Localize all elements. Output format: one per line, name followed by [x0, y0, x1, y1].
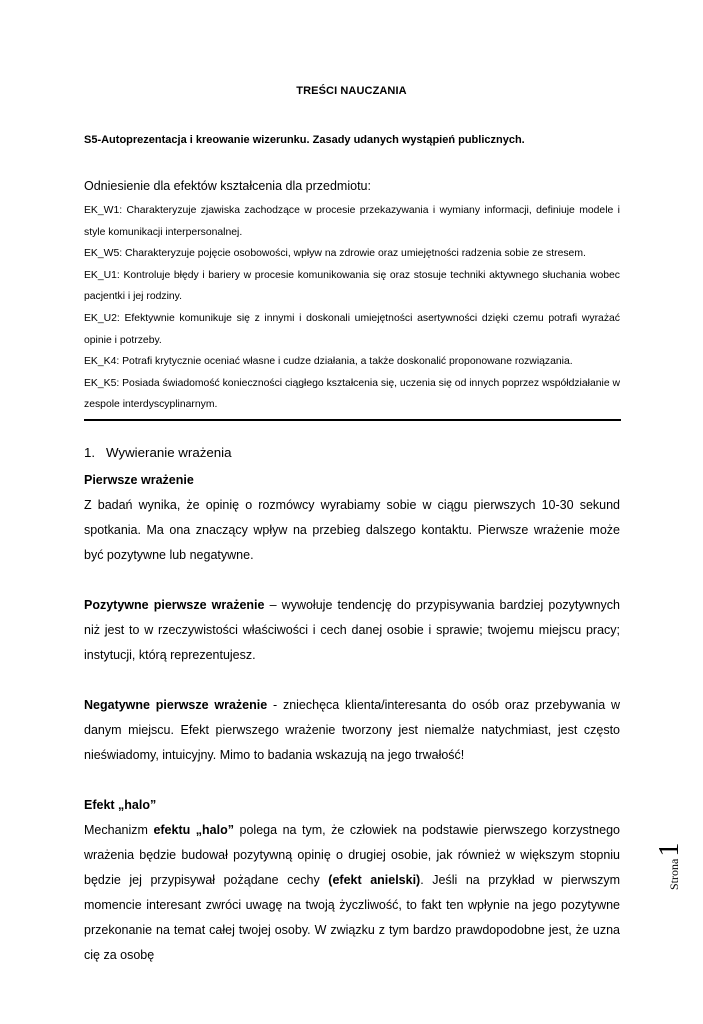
outcome-ek-u2: EK_U2: Efektywnie komunikuje się z innymi i doskonali umiejętności asertywności dzięki czemu potrafi wyrażać opinie i potrzeby.: [84, 312, 620, 346]
positive-impression-term: Pozytywne pierwsze wrażenie: [84, 598, 265, 612]
outcome-ek-u1: EK_U1: Kontroluje błędy i bariery w procesie komunikowania się oraz stosuje techniki aktywnego słuchania wobec pacjentki i jej rodziny.: [84, 269, 620, 303]
halo-effect-paragraph: [84, 818, 620, 968]
document-body: [84, 468, 620, 968]
outcome-ek-w1: EK_W1: Charakteryzuje zjawiska zachodzące w procesie przekazywania i wymiany informacji, definiuje modele i style komunikacji interpersonalnej.: [84, 205, 620, 238]
outcome-ek-k4: EK_K4: Potrafi krytycznie oceniać własne i cudze działania, a także doskonalić proponowane rozwiązania.: [84, 356, 573, 368]
outcome-ek-k5: EK_K5: Posiada świadomość konieczności ciągłego kształcenia się, uczenia się od innych poprzez współdziałanie w zespole interdyscyplinarnym.: [84, 377, 620, 411]
negative-impression-paragraph: [84, 693, 620, 768]
first-impression-heading: Pierwsze wrażenie: [84, 473, 194, 487]
section-number: 1.: [84, 445, 96, 460]
section-heading: [84, 445, 624, 460]
positive-impression-paragraph: [84, 593, 620, 668]
halo-text-2: polega na tym, że człowiek na podstawie pierwszego korzystnego wrażenia będzie budował pozytywną opinię o drugiej osobie, jak również w większym stopniu będzie jej przypisywał pożądane cechy: [84, 823, 620, 887]
halo-text-1: Mechanizm: [84, 823, 154, 837]
page-number-footer: [654, 842, 703, 890]
first-impression-paragraph: Z badań wynika, że opinię o rozmówcy wyrabiamy sobie w ciągu pierwszych 10-30 sekund spotkania. Ma ona znaczący wpływ na przebieg dalszego kontaktu. Pierwsze wrażenie może być pozytywne lub negatywne.: [84, 498, 620, 562]
halo-effect-heading: Efekt „halo”: [84, 798, 157, 812]
halo-text-3: . Jeśli na przykład w pierwszym momencie interesant zwróci uwagę na twoją życzliwość, to fakt ten wpłynie na jego pozytywne przekonanie na temat całej twojej osoby. W związku z tym bardzo prawdopodobne jest, że uzna cię za osobę: [84, 873, 621, 962]
learning-outcomes-list: [84, 200, 620, 416]
page-title: TREŚCI NAUCZANIA: [296, 85, 407, 97]
section-divider: [84, 419, 621, 421]
negative-impression-text: - zniechęca klienta/interesanta do osób oraz przebywania w danym miejscu. Efekt pierwszego wrażenie tworzony jest niemalże natychmiast, jest często nieświadomy, intuicyjny. Mimo to badania wskazują na jego trwałość!: [84, 698, 620, 762]
page-number: 1: [654, 842, 685, 857]
halo-bold-2: (efekt anielski): [328, 873, 421, 887]
positive-impression-text: – wywołuje tendencję do przypisywania bardziej pozytywnych niż jest to w rzeczywistości właściwości i cech danej osobie i sprawie; twojemu miejscu pracy; instytucji, którą reprezentujesz.: [84, 598, 620, 662]
negative-impression-term: Negatywne pierwsze wrażenie: [84, 698, 268, 712]
subject-heading: S5-Autoprezentacja i kreowanie wizerunku. Zasady udanych wystąpień publicznych.: [84, 134, 525, 146]
page-label: Strona: [667, 858, 681, 890]
section-title: Wywieranie wrażenia: [106, 445, 232, 460]
outcome-ek-w5: EK_W5: Charakteryzuje pojęcie osobowości, wpływ na zdrowie oraz umiejętności radzenia sobie ze stresem.: [84, 248, 586, 260]
outcomes-intro: Odniesienie dla efektów kształcenia dla przedmiotu:: [84, 179, 371, 193]
halo-bold-1: efektu „halo”: [153, 823, 234, 837]
